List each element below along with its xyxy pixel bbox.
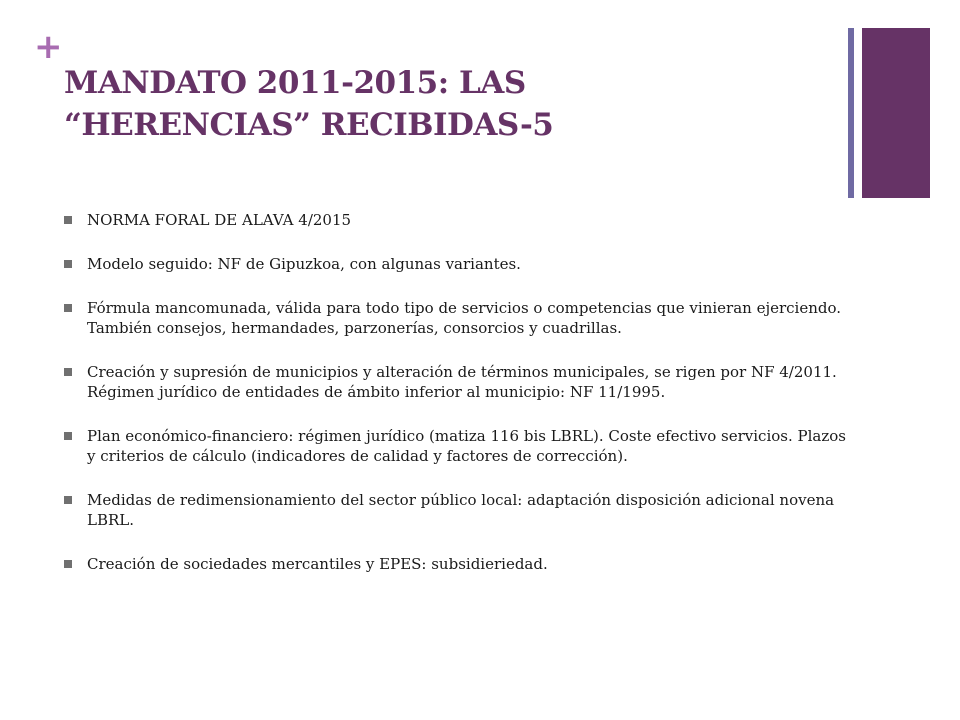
plus-icon: + bbox=[34, 27, 63, 67]
square-bullet-icon bbox=[64, 496, 72, 504]
bullet-text: Creación de sociedades mercantiles y EPES: subsidieriedad. bbox=[87, 555, 548, 573]
slide-title bbox=[64, 62, 824, 146]
slide-title-line-1: MANDATO 2011-2015: LAS bbox=[64, 65, 526, 101]
bullet-item bbox=[64, 426, 854, 466]
bullet-text: NORMA FORAL DE ALAVA 4/2015 bbox=[87, 211, 352, 229]
bullet-list bbox=[64, 210, 854, 598]
square-bullet-icon bbox=[64, 560, 72, 568]
accent-bar-thin bbox=[848, 28, 854, 198]
bullet-item bbox=[64, 210, 854, 230]
square-bullet-icon bbox=[64, 368, 72, 376]
bullet-text: Plan económico-financiero: régimen jurídico (matiza 116 bis LBRL). Coste efectivo servicios. Plazos y criterios de cálculo (indicadores de calidad y factores de corrección). bbox=[87, 427, 846, 465]
square-bullet-icon bbox=[64, 216, 72, 224]
accent-bar-thick bbox=[862, 28, 930, 198]
bullet-item bbox=[64, 254, 854, 274]
bullet-text: Creación y supresión de municipios y alteración de términos municipales, se rigen por NF 4/2011. Régimen jurídico de entidades de ámbito inferior al municipio: NF 11/1995. bbox=[87, 363, 837, 401]
bullet-item bbox=[64, 362, 854, 402]
bullet-text: Modelo seguido: NF de Gipuzkoa, con algunas variantes. bbox=[87, 255, 521, 273]
bullet-item bbox=[64, 298, 854, 338]
bullet-item bbox=[64, 554, 854, 574]
square-bullet-icon bbox=[64, 304, 72, 312]
square-bullet-icon bbox=[64, 432, 72, 440]
slide-title-line-2: “HERENCIAS” RECIBIDAS-5 bbox=[64, 107, 554, 143]
bullet-text: Fórmula mancomunada, válida para todo tipo de servicios o competencias que vinieran ejerciendo. También consejos, hermandades, parzonerías, consorcios y cuadrillas. bbox=[87, 299, 842, 337]
bullet-text: Medidas de redimensionamiento del sector público local: adaptación disposición adicional novena LBRL. bbox=[87, 491, 835, 529]
bullet-item bbox=[64, 490, 854, 530]
square-bullet-icon bbox=[64, 260, 72, 268]
